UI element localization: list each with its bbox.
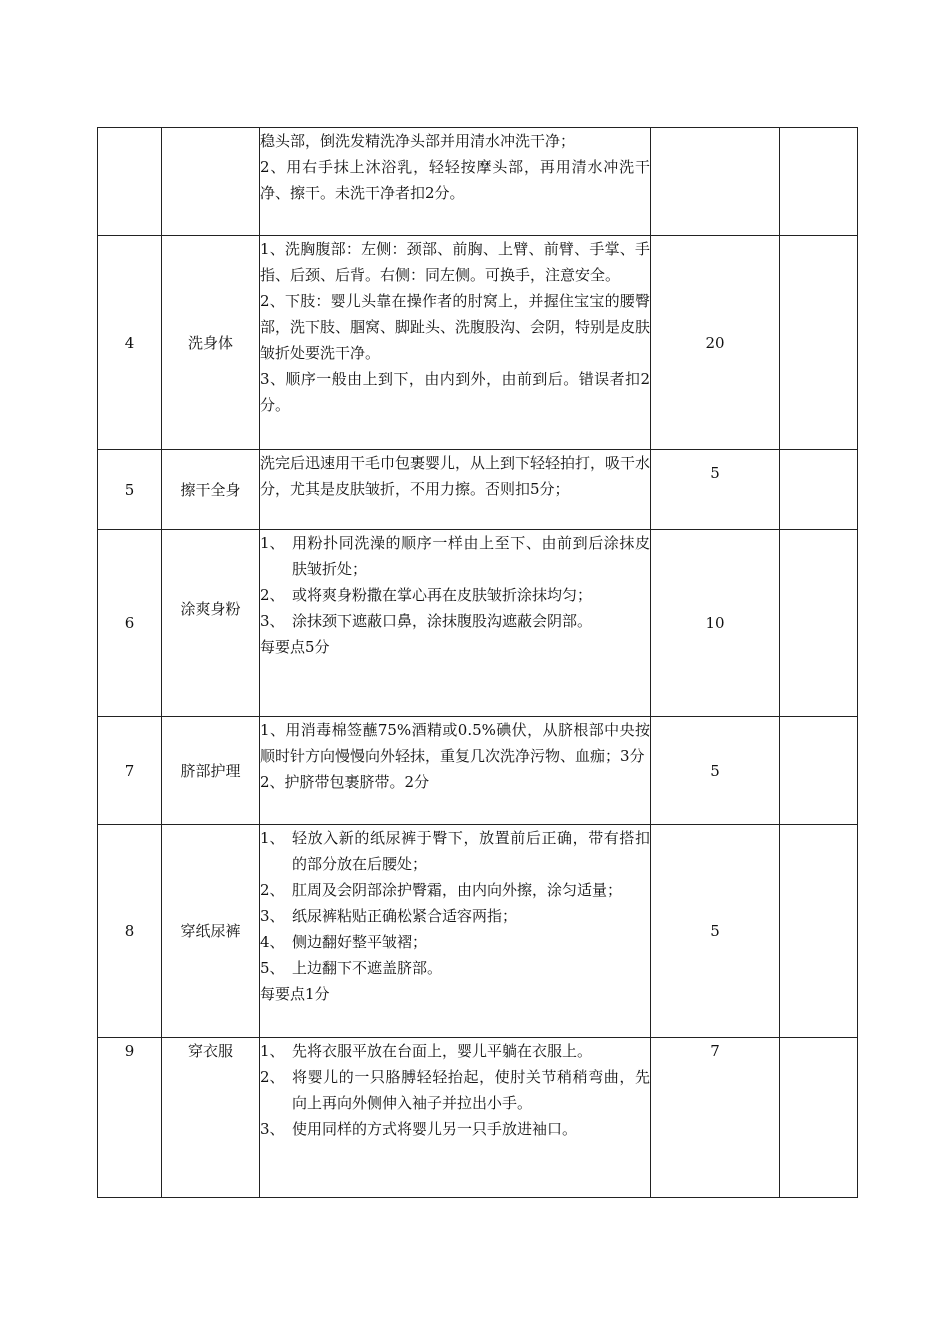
list-marker: 4、: [260, 933, 285, 951]
remark-cell: [780, 717, 858, 825]
scoring-note: 每要点1分: [260, 985, 330, 1003]
score-cell: 5: [651, 825, 780, 1038]
remark-cell: [780, 128, 858, 236]
item-name-cell: 洗身体: [162, 236, 260, 450]
remark-cell: [780, 1038, 858, 1198]
list-item: [260, 955, 650, 981]
table-row: [98, 1038, 858, 1198]
requirement-text: 1、用消毒棉签蘸75%酒精或0.5%碘伏，从脐根部中央按顺时针方向慢慢向外轻抹，重复几次洗净污物、血痂；3分: [260, 721, 650, 765]
requirement-cell: [260, 1038, 651, 1198]
list-item: [260, 929, 650, 955]
row-number-cell: 7: [98, 717, 162, 825]
table-row: [98, 825, 858, 1038]
list-marker: 1、: [260, 1042, 285, 1060]
score-value: 5: [710, 464, 720, 482]
list-marker: 5、: [260, 959, 285, 977]
list-marker: 1、: [260, 829, 285, 847]
row-number-cell: 9: [98, 1038, 162, 1198]
score-cell: 5: [651, 717, 780, 825]
requirement-text: 1、洗胸腹部：左侧：颈部、前胸、上臂、前臂、手掌、手指、后颈、后背。右侧：同左侧。可换手，注意安全。: [260, 240, 650, 284]
item-name-cell: [162, 530, 260, 717]
list-marker: 1、: [260, 534, 285, 552]
row-number-cell: [98, 128, 162, 236]
requirement-text: 稳头部，倒洗发精洗净头部并用清水冲洗干净；: [260, 132, 576, 150]
list-text: 用粉扑同洗澡的顺序一样由上至下、由前到后涂抹皮肤皱折处；: [292, 534, 650, 578]
list-text: 上边翻下不遮盖脐部。: [292, 959, 443, 977]
row-number-cell: 4: [98, 236, 162, 450]
requirement-text: 2、用右手抹上沐浴乳，轻轻按摩头部，再用清水冲洗干净、擦干。未洗干净者扣2分。: [260, 158, 650, 202]
table-row: [98, 450, 858, 530]
list-text: 将婴儿的一只胳膊轻轻抬起，使肘关节稍稍弯曲，先向上再向外侧伸入袖子并拉出小手。: [292, 1068, 650, 1112]
list-item: [260, 1038, 650, 1064]
table-row: [98, 530, 858, 717]
list-item: [260, 1064, 650, 1116]
list-marker: 2、: [260, 586, 285, 604]
list-marker: 3、: [260, 907, 285, 925]
score-cell: [651, 128, 780, 236]
row-number-cell: 5: [98, 450, 162, 530]
requirement-cell: [260, 128, 651, 236]
list-text: 涂抹颈下遮蔽口鼻，涂抹腹股沟遮蔽会阴部。: [292, 612, 593, 630]
requirement-cell: [260, 825, 651, 1038]
item-name: 涂爽身粉: [180, 600, 241, 618]
item-name-cell: 穿衣服: [162, 1038, 260, 1198]
scoring-table: [97, 127, 858, 1198]
requirement-cell: [260, 450, 651, 530]
remark-cell: [780, 236, 858, 450]
list-text: 先将衣服平放在台面上，婴儿平躺在衣服上。: [292, 1042, 593, 1060]
remark-cell: [780, 530, 858, 717]
requirement-text: 洗完后迅速用干毛巾包裹婴儿，从上到下轻轻拍打，吸干水分，尤其是皮肤皱折，不用力擦。否则扣5分；: [260, 454, 651, 498]
list-marker: 3、: [260, 612, 285, 630]
list-text: 侧边翻好整平皱褶；: [292, 933, 428, 951]
list-item: [260, 530, 650, 582]
item-name-cell: 穿纸尿裤: [162, 825, 260, 1038]
row-number-cell: 8: [98, 825, 162, 1038]
requirement-cell: [260, 530, 651, 717]
row-number-cell: 6: [98, 530, 162, 717]
list-text: 轻放入新的纸尿裤于臀下，放置前后正确，带有搭扣的部分放在后腰处；: [292, 829, 650, 873]
requirement-cell: [260, 236, 651, 450]
table-row: [98, 128, 858, 236]
requirement-text: 2、护脐带包裹脐带。2分: [260, 773, 430, 791]
list-marker: 3、: [260, 1120, 285, 1138]
scoring-note: 每要点5分: [260, 638, 330, 656]
list-item: [260, 825, 650, 877]
item-name-cell: 擦干全身: [162, 450, 260, 530]
list-text: 或将爽身粉撒在掌心再在皮肤皱折涂抹均匀；: [292, 586, 593, 604]
list-item: [260, 877, 650, 903]
list-item: [260, 582, 650, 608]
list-item: [260, 608, 650, 634]
score-cell: 10: [651, 530, 780, 717]
list-item: [260, 1116, 650, 1142]
list-marker: 2、: [260, 881, 285, 899]
score-cell: [651, 450, 780, 530]
remark-cell: [780, 450, 858, 530]
item-name-cell: [162, 128, 260, 236]
score-cell: 20: [651, 236, 780, 450]
requirement-cell: [260, 717, 651, 825]
list-marker: 2、: [260, 1068, 285, 1086]
list-text: 纸尿裤粘贴正确松紧合适容两指；: [292, 907, 518, 925]
requirement-text: 3、顺序一般由上到下，由内到外，由前到后。错误者扣2分。: [260, 370, 650, 414]
list-item: [260, 903, 650, 929]
remark-cell: [780, 825, 858, 1038]
table-row: [98, 236, 858, 450]
score-cell: 7: [651, 1038, 780, 1198]
table-row: [98, 717, 858, 825]
list-text: 使用同样的方式将婴儿另一只手放进袖口。: [292, 1120, 578, 1138]
requirement-text: 2、下肢：婴儿头靠在操作者的肘窝上，并握住宝宝的腰臀部，洗下肢、腘窝、脚趾头、洗腹股沟、会阴，特别是皮肤皱折处要洗干净。: [260, 292, 651, 362]
list-text: 肛周及会阴部涂护臀霜，由内向外擦，涂匀适量；: [292, 881, 623, 899]
item-name-cell: 脐部护理: [162, 717, 260, 825]
